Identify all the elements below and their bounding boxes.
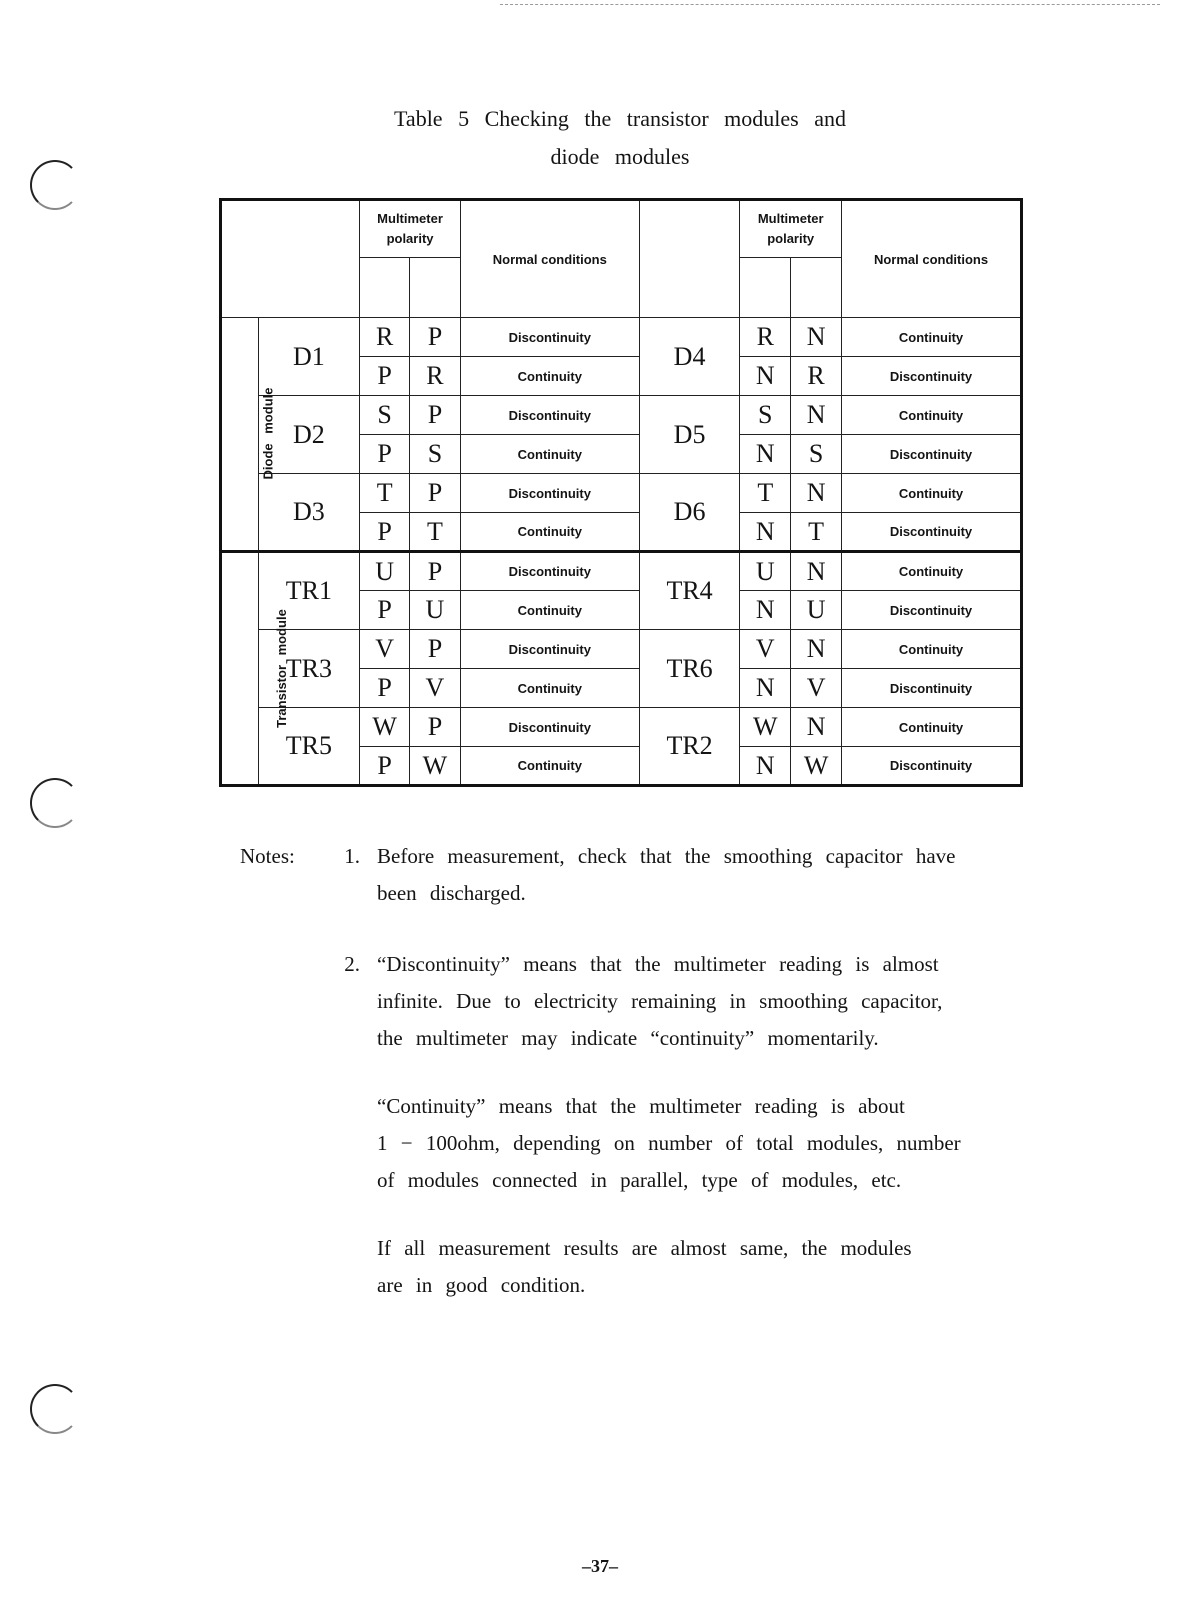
module-label: D2 <box>258 396 360 474</box>
module-check-table <box>219 198 1023 787</box>
punch-hole-icon <box>30 1384 80 1434</box>
header-blank-mid <box>639 200 740 318</box>
polarity-cell: P <box>410 396 461 435</box>
module-label: TR2 <box>639 708 740 786</box>
polarity-cell: U <box>410 591 461 630</box>
polarity-cell: P <box>360 591 410 630</box>
polarity-cell: N <box>791 396 842 435</box>
condition-cell: Continuity <box>460 747 639 786</box>
note-paragraph-continuity <box>377 1088 1077 1199</box>
polarity-cell: P <box>360 669 410 708</box>
polarity-cell: N <box>791 474 842 513</box>
module-label: TR1 <box>258 552 360 630</box>
polarity-cell: T <box>791 513 842 552</box>
condition-cell: Continuity <box>460 435 639 474</box>
note-line: been discharged. <box>377 881 526 905</box>
polarity-cell: S <box>410 435 461 474</box>
scan-artifact-line <box>500 4 1160 5</box>
polarity-cell: N <box>740 591 791 630</box>
condition-cell: Continuity <box>842 708 1022 747</box>
category-label: Transistor module <box>273 608 289 728</box>
polarity-cell: V <box>410 669 461 708</box>
header-normal-left: Normal conditions <box>460 200 639 318</box>
table-row <box>221 396 1022 435</box>
condition-cell: Continuity <box>460 357 639 396</box>
header-sub-cell <box>360 258 410 318</box>
polarity-cell: P <box>360 747 410 786</box>
note-line: If all measurement results are almost same, the modules <box>377 1236 912 1260</box>
module-label: D6 <box>639 474 740 552</box>
condition-cell: Discontinuity <box>842 747 1022 786</box>
polarity-cell: T <box>360 474 410 513</box>
table-row <box>221 552 1022 591</box>
polarity-cell: R <box>410 357 461 396</box>
header-sub-cell <box>740 258 791 318</box>
polarity-cell: U <box>791 591 842 630</box>
polarity-cell: S <box>360 396 410 435</box>
condition-cell: Discontinuity <box>842 669 1022 708</box>
note-2 <box>377 946 1077 1057</box>
module-label: D1 <box>258 318 360 396</box>
condition-cell: Continuity <box>460 591 639 630</box>
polarity-cell: T <box>410 513 461 552</box>
polarity-cell: P <box>410 318 461 357</box>
condition-cell: Discontinuity <box>460 318 639 357</box>
polarity-cell: T <box>740 474 791 513</box>
polarity-cell: P <box>360 513 410 552</box>
condition-cell: Discontinuity <box>842 513 1022 552</box>
polarity-cell: W <box>410 747 461 786</box>
polarity-cell: R <box>740 318 791 357</box>
note-1 <box>377 838 1077 912</box>
polarity-cell: V <box>740 630 791 669</box>
polarity-cell: P <box>360 357 410 396</box>
polarity-cell: N <box>791 630 842 669</box>
condition-cell: Discontinuity <box>460 396 639 435</box>
polarity-cell: V <box>360 630 410 669</box>
condition-cell: Continuity <box>842 552 1022 591</box>
note-line: “Continuity” means that the multimeter reading is about <box>377 1094 905 1118</box>
note-paragraph-conclusion <box>377 1230 1077 1304</box>
module-label: TR5 <box>258 708 360 786</box>
polarity-cell: N <box>791 318 842 357</box>
category-label: Diode module <box>260 387 276 480</box>
table-header-row <box>221 200 1022 258</box>
polarity-cell: R <box>791 357 842 396</box>
condition-cell: Continuity <box>842 396 1022 435</box>
note-number: 1. <box>344 844 360 868</box>
condition-cell: Continuity <box>460 513 639 552</box>
polarity-cell: S <box>740 396 791 435</box>
condition-cell: Continuity <box>842 318 1022 357</box>
punch-hole-icon <box>30 778 80 828</box>
condition-cell: Continuity <box>460 669 639 708</box>
polarity-cell: R <box>360 318 410 357</box>
module-label: TR6 <box>639 630 740 708</box>
polarity-cell: N <box>740 357 791 396</box>
table-row <box>221 708 1022 747</box>
table-caption <box>0 100 1200 176</box>
polarity-cell: S <box>791 435 842 474</box>
page-number: –37– <box>582 1556 618 1576</box>
category-diode-module <box>221 318 276 552</box>
note-line: are in good condition. <box>377 1273 586 1297</box>
condition-cell: Continuity <box>842 474 1022 513</box>
category-transistor-module <box>221 552 289 786</box>
header-sub-cell <box>791 258 842 318</box>
condition-cell: Discontinuity <box>460 474 639 513</box>
note-line: Before measurement, check that the smoothing capacitor have <box>377 844 956 868</box>
polarity-cell: U <box>740 552 791 591</box>
polarity-cell: N <box>791 708 842 747</box>
header-normal-right: Normal conditions <box>842 200 1022 318</box>
module-label: TR3 <box>258 630 360 708</box>
header-polarity-left: Multimeter polarity <box>360 200 461 258</box>
header-polarity-right: Multimeter polarity <box>740 200 842 258</box>
header-sub-cell <box>410 258 461 318</box>
module-label: TR4 <box>639 552 740 630</box>
polarity-cell: V <box>791 669 842 708</box>
polarity-cell: P <box>360 435 410 474</box>
polarity-cell: N <box>740 435 791 474</box>
polarity-cell: W <box>791 747 842 786</box>
notes-label: Notes: <box>240 844 295 868</box>
caption-line-1: Table 5 Checking the transistor modules and <box>394 106 846 131</box>
condition-cell: Discontinuity <box>842 591 1022 630</box>
condition-cell: Discontinuity <box>460 552 639 591</box>
polarity-cell: U <box>360 552 410 591</box>
note-line: 1 − 100ohm, depending on number of total modules, number <box>377 1131 961 1155</box>
note-number: 2. <box>344 952 360 976</box>
note-line: the multimeter may indicate “continuity” momentarily. <box>377 1026 879 1050</box>
note-line: of modules connected in parallel, type of modules, etc. <box>377 1168 902 1192</box>
module-label: D5 <box>639 396 740 474</box>
polarity-cell: W <box>740 708 791 747</box>
condition-cell: Discontinuity <box>842 435 1022 474</box>
note-line: “Discontinuity” means that the multimeter reading is almost <box>377 952 939 976</box>
header-blank <box>221 200 360 318</box>
caption-line-2: diode modules <box>550 144 690 169</box>
polarity-cell: P <box>410 630 461 669</box>
condition-cell: Discontinuity <box>842 357 1022 396</box>
table-row <box>221 474 1022 513</box>
table-row <box>221 630 1022 669</box>
polarity-cell: W <box>360 708 410 747</box>
polarity-cell: P <box>410 708 461 747</box>
polarity-cell: P <box>410 552 461 591</box>
polarity-cell: P <box>410 474 461 513</box>
module-label: D4 <box>639 318 740 396</box>
condition-cell: Discontinuity <box>460 630 639 669</box>
table-row <box>221 318 1022 357</box>
note-line: infinite. Due to electricity remaining in smoothing capacitor, <box>377 989 943 1013</box>
polarity-cell: N <box>791 552 842 591</box>
polarity-cell: N <box>740 669 791 708</box>
condition-cell: Discontinuity <box>460 708 639 747</box>
polarity-cell: N <box>740 747 791 786</box>
condition-cell: Continuity <box>842 630 1022 669</box>
module-label: D3 <box>258 474 360 552</box>
polarity-cell: N <box>740 513 791 552</box>
